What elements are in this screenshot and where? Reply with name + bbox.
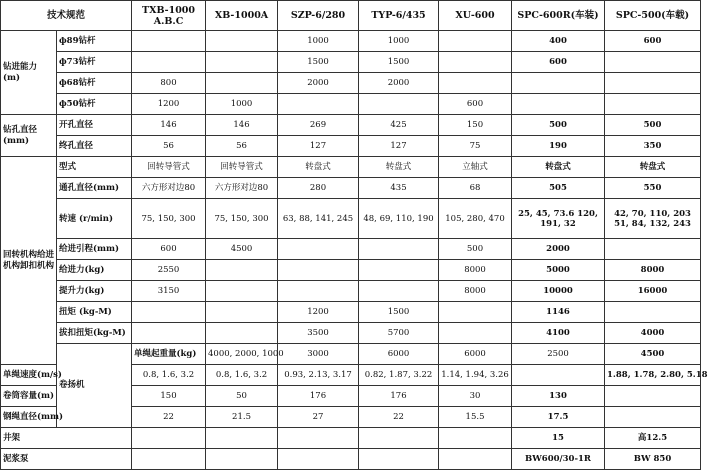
value-cell: 600: [605, 31, 701, 52]
value-cell: 27: [278, 407, 359, 428]
value-cell: [359, 449, 439, 470]
value-cell: 4500: [206, 239, 278, 260]
value-cell: 2550: [132, 260, 206, 281]
value-cell: 1500: [359, 52, 439, 73]
value-cell: 500: [605, 115, 701, 136]
value-cell: 8000: [439, 281, 512, 302]
value-cell: [439, 52, 512, 73]
table-row: [1, 199, 701, 239]
table-row: [1, 157, 701, 178]
value-cell: 22: [359, 407, 439, 428]
value-cell: 350: [605, 136, 701, 157]
row-label: 给进引程(mm): [57, 239, 132, 260]
value-cell: 16000: [605, 281, 701, 302]
value-cell: 15: [512, 428, 605, 449]
value-cell: 2000: [512, 239, 605, 260]
table-row: [1, 239, 701, 260]
value-cell: [278, 281, 359, 302]
value-cell: [605, 407, 701, 428]
model-txb: TXB-1000 A.B.C: [132, 1, 206, 31]
row-label: 钢绳直径(mm): [1, 407, 57, 428]
value-cell: [512, 73, 605, 94]
value-cell: 17.5: [512, 407, 605, 428]
model-spc600: SPC-600R(车装): [512, 1, 605, 31]
value-cell: 6000: [359, 344, 439, 365]
value-cell: [439, 428, 512, 449]
row-label: 提升力(kg): [57, 281, 132, 302]
model-xu: XU-600: [439, 1, 512, 31]
value-cell: [605, 386, 701, 407]
row-label: 终孔直径: [57, 136, 132, 157]
value-cell: [439, 31, 512, 52]
value-cell: 高12.5: [605, 428, 701, 449]
value-cell: [206, 323, 278, 344]
value-cell: [132, 428, 206, 449]
value-cell: 1.14, 1.94, 3.26: [439, 365, 512, 386]
value-cell: 280: [278, 178, 359, 199]
value-cell: 505: [512, 178, 605, 199]
value-cell: 63, 88, 141, 245: [278, 199, 359, 239]
value-cell: 1000: [278, 31, 359, 52]
table-row: [1, 344, 701, 365]
value-cell: 0.93, 2.13, 3.17: [278, 365, 359, 386]
value-cell: 800: [132, 73, 206, 94]
value-cell: 600: [439, 94, 512, 115]
group-label: 钻进能力(m): [1, 31, 57, 115]
value-cell: 4000: [605, 323, 701, 344]
value-cell: BW 850: [605, 449, 701, 470]
value-cell: 4500: [605, 344, 701, 365]
value-cell: 21.5: [206, 407, 278, 428]
value-cell: [132, 323, 206, 344]
value-cell: [512, 365, 605, 386]
value-cell: [359, 428, 439, 449]
value-cell: [206, 31, 278, 52]
header-spec: 技术规范: [1, 1, 132, 31]
value-cell: [206, 449, 278, 470]
value-cell: 转盘式: [278, 157, 359, 178]
value-cell: 1000: [206, 94, 278, 115]
value-cell: 75: [439, 136, 512, 157]
table-row: [1, 73, 701, 94]
value-cell: [206, 73, 278, 94]
group-label: 泥浆泵: [1, 449, 132, 470]
value-cell: 2000: [359, 73, 439, 94]
value-cell: 立轴式: [439, 157, 512, 178]
value-cell: 75, 150, 300: [132, 199, 206, 239]
row-label: 开孔直径: [57, 115, 132, 136]
value-cell: 1.88, 1.78, 2.80, 5.18: [605, 365, 701, 386]
model-szp: SZP-6/280: [278, 1, 359, 31]
row-label: 通孔直径(mm): [57, 178, 132, 199]
table-row: [1, 178, 701, 199]
table-row: [1, 136, 701, 157]
value-cell: 146: [132, 115, 206, 136]
row-label: 单绳起重量(kg): [132, 344, 206, 365]
value-cell: 5700: [359, 323, 439, 344]
value-cell: 5000: [512, 260, 605, 281]
model-xb: XB-1000A: [206, 1, 278, 31]
value-cell: 6000: [439, 344, 512, 365]
table-row: [1, 260, 701, 281]
value-cell: 0.8, 1.6, 3.2: [132, 365, 206, 386]
value-cell: [359, 239, 439, 260]
value-cell: [206, 260, 278, 281]
value-cell: [605, 94, 701, 115]
value-cell: BW600/30-1R: [512, 449, 605, 470]
value-cell: [278, 428, 359, 449]
value-cell: 回转导管式: [206, 157, 278, 178]
table-row: [1, 31, 701, 52]
row-label: 扭矩 (kg-M): [57, 302, 132, 323]
table-row: [1, 115, 701, 136]
row-label: 给进力(kg): [57, 260, 132, 281]
value-cell: [132, 302, 206, 323]
value-cell: 75, 150, 300: [206, 199, 278, 239]
table-row: [1, 94, 701, 115]
table-row: [1, 281, 701, 302]
value-cell: 425: [359, 115, 439, 136]
model-spc500: SPC-500(车载): [605, 1, 701, 31]
row-label: ф68钻杆: [57, 73, 132, 94]
value-cell: 127: [359, 136, 439, 157]
row-label: 转速 (r/min): [57, 199, 132, 239]
value-cell: [132, 449, 206, 470]
value-cell: [512, 94, 605, 115]
model-typ: TYP-6/435: [359, 1, 439, 31]
row-label: 单绳速度(m/s): [1, 365, 57, 386]
value-cell: 550: [605, 178, 701, 199]
value-cell: 3150: [132, 281, 206, 302]
table-row: [1, 449, 701, 470]
value-cell: 六方形对边80: [132, 178, 206, 199]
table-row: [1, 302, 701, 323]
value-cell: [439, 302, 512, 323]
value-cell: 转盘式: [512, 157, 605, 178]
value-cell: 22: [132, 407, 206, 428]
value-cell: 4100: [512, 323, 605, 344]
value-cell: 1200: [278, 302, 359, 323]
value-cell: [605, 73, 701, 94]
row-label: ф89钻杆: [57, 31, 132, 52]
value-cell: 回转导管式: [132, 157, 206, 178]
value-cell: 2500: [512, 344, 605, 365]
value-cell: [206, 52, 278, 73]
value-cell: 150: [439, 115, 512, 136]
value-cell: 转盘式: [605, 157, 701, 178]
row-label: 型式: [57, 157, 132, 178]
value-cell: [206, 428, 278, 449]
table-row: [1, 323, 701, 344]
value-cell: 15.5: [439, 407, 512, 428]
value-cell: [439, 73, 512, 94]
value-cell: 8000: [439, 260, 512, 281]
value-cell: 六方形对边80: [206, 178, 278, 199]
value-cell: 0.82, 1.87, 3.22: [359, 365, 439, 386]
value-cell: [439, 323, 512, 344]
value-cell: 435: [359, 178, 439, 199]
value-cell: [359, 281, 439, 302]
table-row: [1, 428, 701, 449]
value-cell: [132, 52, 206, 73]
table-row: [1, 52, 701, 73]
value-cell: [605, 52, 701, 73]
value-cell: 127: [278, 136, 359, 157]
value-cell: [278, 449, 359, 470]
value-cell: 1200: [132, 94, 206, 115]
value-cell: 600: [512, 52, 605, 73]
value-cell: [605, 302, 701, 323]
value-cell: [278, 260, 359, 281]
value-cell: 1146: [512, 302, 605, 323]
value-cell: 190: [512, 136, 605, 157]
row-label: 拔扣扭矩(kg-M): [57, 323, 132, 344]
value-cell: 1000: [359, 31, 439, 52]
value-cell: 4000, 2000, 1000: [206, 344, 278, 365]
value-cell: 2000: [278, 73, 359, 94]
value-cell: 3000: [278, 344, 359, 365]
row-label: 卷筒容量(m): [1, 386, 57, 407]
value-cell: 68: [439, 178, 512, 199]
value-cell: [206, 281, 278, 302]
value-cell: 1500: [359, 302, 439, 323]
value-cell: 56: [206, 136, 278, 157]
value-cell: 269: [278, 115, 359, 136]
value-cell: [206, 302, 278, 323]
value-cell: 176: [278, 386, 359, 407]
value-cell: 1500: [278, 52, 359, 73]
group-label: 卷扬机: [57, 344, 132, 428]
value-cell: 50: [206, 386, 278, 407]
group-label: 钻孔直径(mm): [1, 115, 57, 157]
value-cell: 10000: [512, 281, 605, 302]
group-label: 井架: [1, 428, 132, 449]
value-cell: 600: [132, 239, 206, 260]
value-cell: [439, 449, 512, 470]
value-cell: 400: [512, 31, 605, 52]
row-label: ф73钻杆: [57, 52, 132, 73]
value-cell: 48, 69, 110, 190: [359, 199, 439, 239]
value-cell: 176: [359, 386, 439, 407]
value-cell: 8000: [605, 260, 701, 281]
value-cell: 500: [512, 115, 605, 136]
value-cell: [359, 94, 439, 115]
value-cell: 25, 45, 73.6 120, 191, 32: [512, 199, 605, 239]
value-cell: 3500: [278, 323, 359, 344]
value-cell: 500: [439, 239, 512, 260]
group-label: 回转机构给进机构卸扣机构: [1, 157, 57, 365]
value-cell: 105, 280, 470: [439, 199, 512, 239]
value-cell: 0.8, 1.6, 3.2: [206, 365, 278, 386]
value-cell: 150: [132, 386, 206, 407]
header-row: [1, 1, 701, 31]
value-cell: [605, 239, 701, 260]
value-cell: [132, 31, 206, 52]
value-cell: 130: [512, 386, 605, 407]
value-cell: 42, 70, 110, 203 51, 84, 132, 243: [605, 199, 701, 239]
value-cell: 30: [439, 386, 512, 407]
value-cell: 56: [132, 136, 206, 157]
value-cell: 转盘式: [359, 157, 439, 178]
value-cell: [278, 239, 359, 260]
value-cell: [278, 94, 359, 115]
row-label: ф50钻杆: [57, 94, 132, 115]
value-cell: 146: [206, 115, 278, 136]
value-cell: [359, 260, 439, 281]
